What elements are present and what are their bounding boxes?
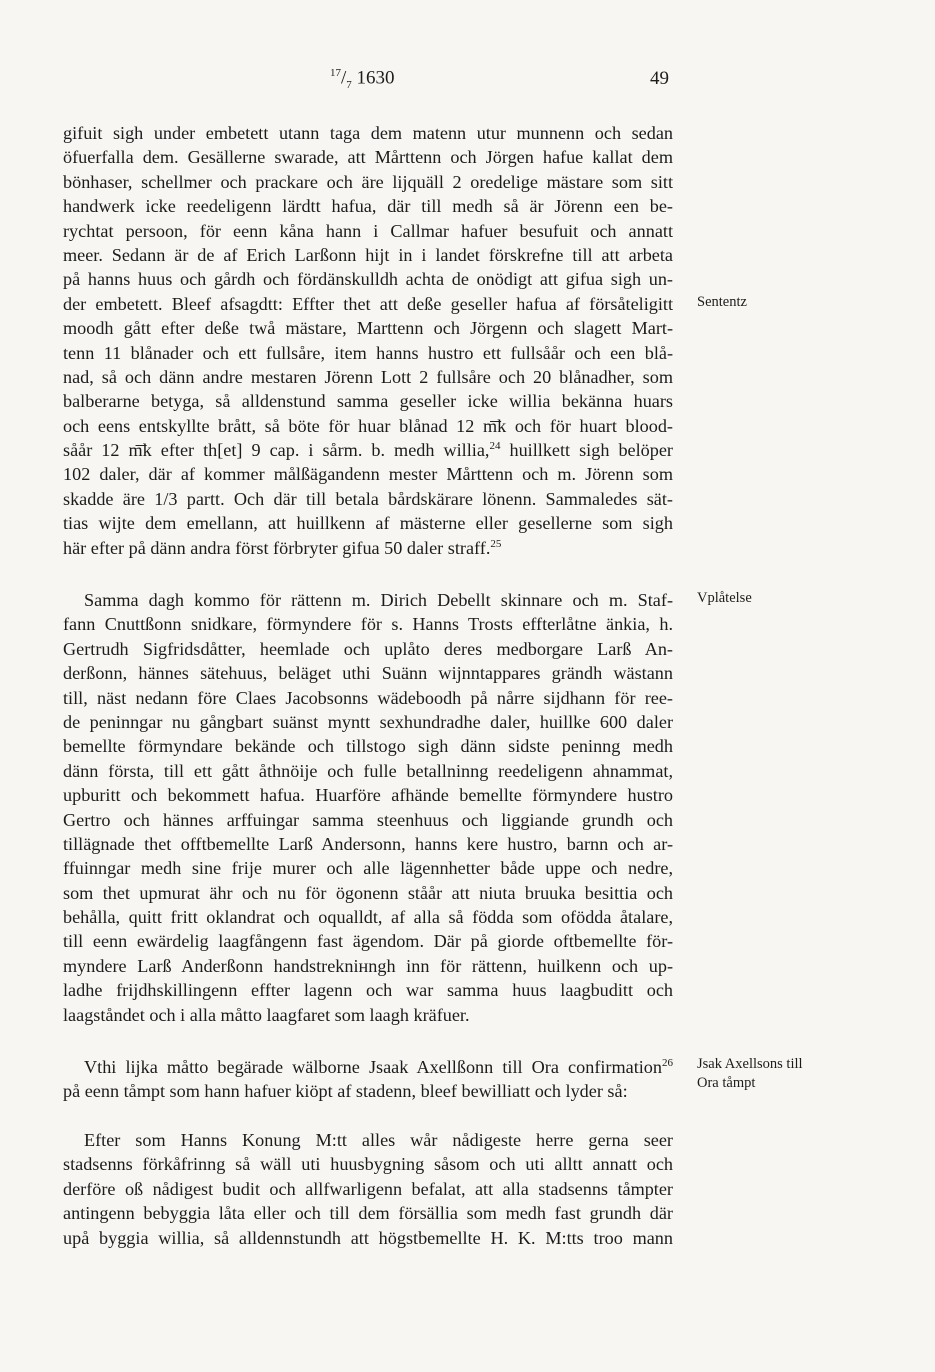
text-line: som thet upmurat ähr och nu för ögonenn ståår att niuta bruuka besittia och: [63, 882, 673, 903]
text-line: och eens entskyllte brått, så böte för huar blånad 12 m͞k och för huart blood-: [63, 415, 673, 436]
text-line: gifuit sigh under embetett utann taga dem matenn utur munnenn och sedan: [63, 123, 673, 143]
text-line: öfuerfalla dem. Gesällerne swarade, att Mårttenn och Jörgen hafue kallat dem: [63, 147, 673, 168]
text-line: Vthi lijka måtto begärade wälborne Jsaak Axellßonn till Ora confirmation$^{26}$: [84, 1056, 673, 1077]
text-line: tillägnade thet offtbemellte Larß Andersonn, hanns kere hustro, barnn och ar-: [63, 833, 673, 854]
text-line: Efter som Hanns Konung M:tt alles wår nådigeste herre gerna seer: [84, 1130, 673, 1150]
text-line: stadsenns förkåfrinng så wäll uti huusbygning såsom och uti alltt annatt och: [63, 1154, 673, 1175]
text-line: meer. Sedann är de af Erich Larßonn hijt in i landet förskrefne till att arbeta: [63, 244, 673, 265]
text-line: derßonn, hännes sätehuus, beläget uthi Suänn wijnntappares grändh wästann: [63, 663, 673, 684]
margin-note-lease: Vplåtelse: [697, 590, 752, 606]
text-line: laagståndet och i alla måtto laagfaret som laagh kräfuer.: [63, 1004, 470, 1025]
text-line: 102 daler, där af kommer målßägandenn mester Mårttenn och m. Jörenn som: [63, 464, 673, 485]
text-line: myndere Larß Anderßonn handstreknінngh inn för rättenn, huilkenn och up-: [63, 955, 673, 976]
text-line: Samma dagh kommo för rättenn m. Dirich Debellt skinnare och m. Staf-: [84, 590, 673, 610]
footnote-ref: 24: [489, 440, 501, 453]
text-line: ladhe frijdhskillingenn effter lagenn och war samma huus laagbuditt och: [63, 980, 673, 1001]
text-line: moodh gått efter deße twå mästare, Marttenn och Jörgenn och slagett Mart-: [63, 318, 673, 339]
text-line: upå byggia willia, så alldennstundh att högstbemellte H. K. M:tts troo mann: [63, 1227, 673, 1248]
margin-note-line: Jsak Axellsons till: [697, 1056, 803, 1072]
text-line: Gertrudh Sigfridsdåtter, heemlade och uplåto deres medborgare Larß An-: [63, 638, 673, 659]
text-line: derföre oß nådigest budit och allfwarligenn befalat, att alla stadsenns tåmpter: [63, 1178, 673, 1199]
header-date: $^{17}/_7$ 1630: [330, 67, 395, 92]
text-line: ffuinngar medh sine frije murer och alle lägennhetter både uppe och nedre,: [63, 858, 673, 879]
text-line: skadde äre 1/3 partt. Och där till betala bårdskärare lönenn. Sammaledes sät-: [63, 488, 673, 509]
paragraph-letter: [63, 1128, 673, 1250]
text-line: till eenn ewärdelig laagfångenn fast ägendom. Där på giorde oftbemellte för-: [63, 931, 673, 952]
footnote-ref: 26: [662, 1056, 673, 1069]
text-line: handwerk icke reedeligenn lärdtt hafua, där till medh så är Jörenn een be-: [63, 196, 673, 217]
paragraph-confirmation: [63, 1055, 673, 1104]
text-line: dänn första, till ett gått åthnöije och fulle betallninng reedeligenn ahnammat,: [63, 760, 673, 781]
text-line: nad, så och dänn andre mestaren Jörenn Lott 2 fullsåre och 20 blånadher, som: [63, 366, 673, 387]
footnote-ref: 25: [490, 537, 502, 550]
text-line: Gertro och hännes arffuingar samma steenhuus och liggiande grundh och: [63, 809, 673, 830]
text-line: balberarne betyga, så alldenstund samma geseller icke willia bekänna huars: [63, 391, 673, 412]
text-line: de peninngar nu gångbart suänst myntt sexhundradhe daler, huillke 600 daler: [63, 711, 673, 732]
paragraph-sentence: [63, 121, 673, 560]
text-line: till, näst nedann före Claes Jacobsonns wädeboodh på nårre sijdhann för ree-: [63, 687, 673, 708]
page-number: 49: [650, 68, 669, 89]
text-line: fann Cnuttßonn snidkare, förmyndere för s. Hanns Trosts effterlåtne änkia, h.: [63, 614, 673, 635]
text-line: här efter på dänn andra först förbryter gifua 50 daler straff.$^{25}$: [63, 537, 502, 558]
text-line: bemellte förmyndare bekände och tillstogo sigh dänn sidste peninng medh: [63, 736, 673, 757]
text-line: upburitt och bekommett hafua. Huarföre afhände bemellte förmyndere hustro: [63, 785, 673, 806]
text-line: såår 12 m͞k efter th[et] 9 cap. i sårm. b. medh willia,$^{24}$ huillkett sigh belöper: [63, 440, 673, 461]
paragraph-lease: [63, 588, 673, 1027]
margin-note-sentence: Sententz: [697, 294, 747, 310]
margin-note-line: Ora tåmpt: [697, 1075, 756, 1091]
text-line: behålla, quitt fritt oklandrat och oqualldt, af alla så födda som ofödda åtalare,: [63, 907, 673, 928]
text-line: bönhaser, schellmer och prackare och äre lijquäll 2 oredelige mästare som sitt: [63, 171, 673, 192]
text-line: på eenn tåmpt som hann hafuer kiöpt af stadenn, bleef bewilliatt och lyder så:: [63, 1081, 628, 1102]
margin-note-jsak: [697, 1055, 803, 1093]
text-line: tenn 11 blånader och ett fullsåre, item hanns hustro ett fullsåår och een blå-: [63, 342, 673, 363]
text-line: der embetett. Bleef afsagdtt: Effter thet att deße geseller hafua af försåteligitt: [63, 293, 673, 314]
text-line: tias wijte dem emellann, att huillkenn af mästerne eller gesellerne som sigh: [63, 513, 673, 534]
text-line: antingenn bebyggia låta eller och till dem försällia som medh fast grundh där: [63, 1203, 673, 1224]
text-line: på hanns huus och gårdh och fördänskulldh achta de onödigt att gifua sigh un-: [63, 269, 673, 290]
text-line: rychtat persoon, för eenn kåna hann i Callmar hafuer besufuit och annatt: [63, 220, 673, 241]
